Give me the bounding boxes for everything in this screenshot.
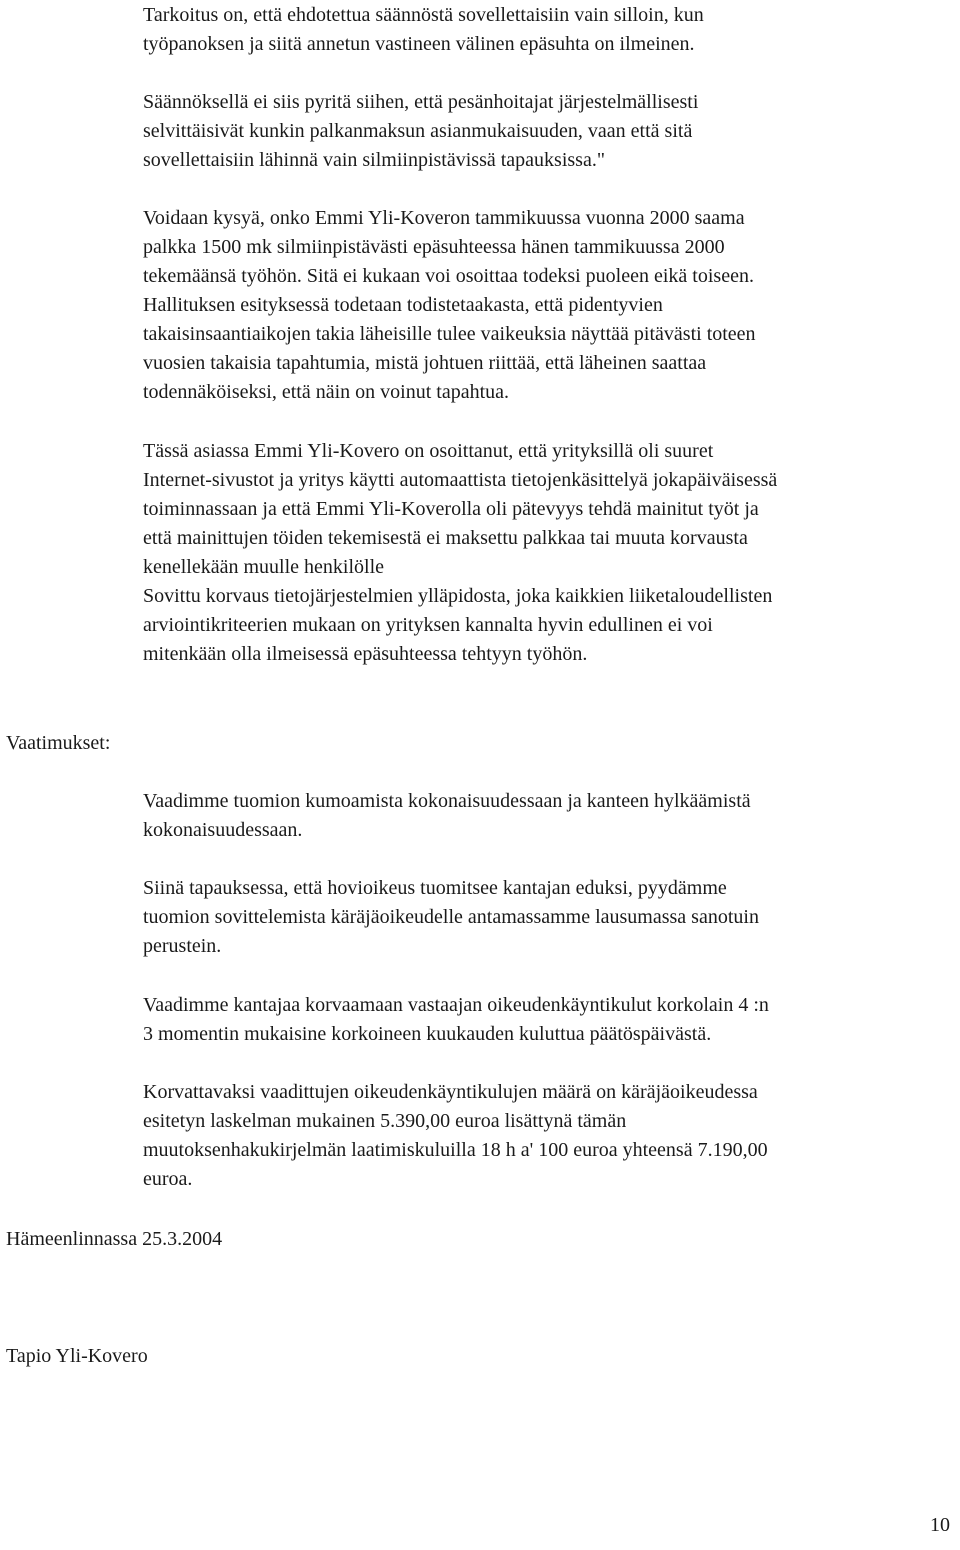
text-line: takaisinsaantiaikojen takia läheisille tulee vaikeuksia näyttää pitävästi toteen — [143, 323, 756, 345]
text-line: todennäköiseksi, että näin on voinut tapahtua. — [143, 381, 510, 403]
text-line: kokonaisuudessaan. — [143, 819, 303, 841]
text-line: esitetyn laskelman mukainen 5.390,00 euroa lisättynä tämän — [143, 1110, 627, 1132]
page-number: 10 — [930, 1514, 950, 1536]
text-line: Vaadimme tuomion kumoamista kokonaisuudessaan ja kanteen hylkäämistä — [143, 790, 751, 812]
text-line: tuomion sovittelemista käräjäoikeudelle antamassamme lausumassa sanotuin — [143, 906, 759, 928]
signature-name: Tapio Yli-Kovero — [6, 1345, 148, 1367]
text-line: selvittäisivät kunkin palkanmaksun asianmukaisuuden, vaan että sitä — [143, 120, 693, 142]
text-line: tekemäänsä työhön. Sitä ei kukaan voi osoittaa todeksi puoleen eikä toiseen. — [143, 265, 754, 287]
text-line: Tässä asiassa Emmi Yli-Kovero on osoittanut, että yrityksillä oli suuret — [143, 440, 714, 462]
text-line: euroa. — [143, 1168, 193, 1190]
text-line: toiminnassaan ja että Emmi Yli-Koverolla oli pätevyys tehdä mainitut työt ja — [143, 498, 759, 520]
text-line: vuosien takaisia tapahtumia, mistä johtuen riittää, että läheinen saattaa — [143, 352, 707, 374]
place-date: Hämeenlinnassa 25.3.2004 — [6, 1228, 223, 1250]
text-line: Korvattavaksi vaadittujen oikeudenkäyntikulujen määrä on käräjäoikeudessa — [143, 1081, 758, 1103]
text-line: muutoksenhakukirjelmän laatimiskuluilla 18 h a' 100 euroa yhteensä 7.190,00 — [143, 1139, 768, 1161]
text-line: sovellettaisiin lähinnä vain silmiinpistävissä tapauksissa." — [143, 149, 605, 171]
text-line: mitenkään olla ilmeisessä epäsuhteessa tehtyyn työhön. — [143, 643, 588, 665]
text-line: Tarkoitus on, että ehdotettua säännöstä sovellettaisiin vain silloin, kun — [143, 4, 704, 26]
text-line: palkka 1500 mk silmiinpistävästi epäsuhteessa hänen tammikuussa 2000 — [143, 236, 725, 258]
text-line: Sovittu korvaus tietojärjestelmien ylläpidosta, joka kaikkien liiketaloudellisten — [143, 585, 773, 607]
text-line: Internet-sivustot ja yritys käytti automaattista tietojenkäsittelyä jokapäiväisessä — [143, 469, 778, 491]
text-line: Voidaan kysyä, onko Emmi Yli-Koveron tammikuussa vuonna 2000 saama — [143, 207, 745, 229]
text-line: Hallituksen esityksessä todetaan todistetaakasta, että pidentyvien — [143, 294, 663, 316]
text-line: arviointikriteerien mukaan on yrityksen kannalta hyvin edullinen ei voi — [143, 614, 713, 636]
text-line: työpanoksen ja siitä annetun vastineen välinen epäsuhta on ilmeinen. — [143, 33, 695, 55]
requirements-heading: Vaatimukset: — [6, 732, 111, 754]
text-line: että mainittujen töiden tekemisestä ei maksettu palkkaa tai muuta korvausta — [143, 527, 748, 549]
text-line: Säännöksellä ei siis pyritä siihen, että pesänhoitajat järjestelmällisesti — [143, 91, 699, 113]
text-line: kenellekään muulle henkilölle — [143, 556, 385, 578]
text-line: perustein. — [143, 935, 222, 957]
text-line: Vaadimme kantajaa korvaamaan vastaajan oikeudenkäyntikulut korkolain 4 :n — [143, 994, 769, 1016]
text-line: 3 momentin mukaisine korkoineen kuukauden kuluttua päätöspäivästä. — [143, 1023, 712, 1045]
text-line: Siinä tapauksessa, että hovioikeus tuomitsee kantajan eduksi, pyydämme — [143, 877, 727, 899]
